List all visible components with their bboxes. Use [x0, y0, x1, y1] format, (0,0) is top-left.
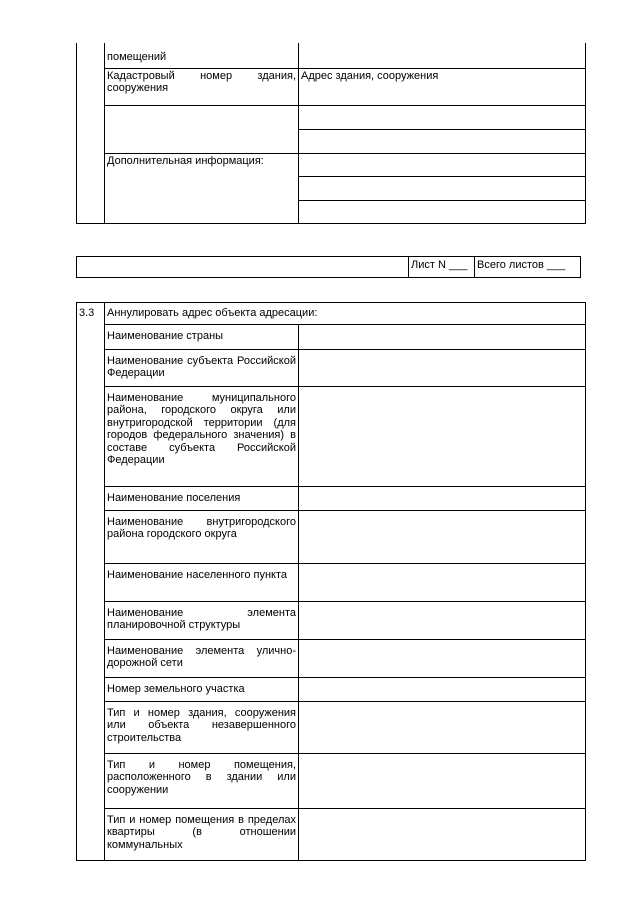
total-sheets: Всего листов ___ [475, 257, 581, 278]
additional-info-label: Дополнительная информация: [105, 153, 299, 223]
section-number: 3.3 [77, 303, 105, 861]
premises-in-building-value[interactable] [299, 754, 586, 809]
section-title: Аннулировать адрес объекта адресации: [105, 303, 586, 325]
country-name-value[interactable] [299, 325, 586, 350]
city-district-label: Наименование внутригородского района городского округа [105, 511, 299, 564]
municipal-district-label: Наименование муниципального района, городского округа или внутригородской территории (для городов федерального значения) в составе субъекта Российской Федерации [105, 387, 299, 487]
locality-name-label: Наименование населенного пункта [105, 564, 299, 602]
planning-structure-label: Наименование элемента планировочной структуры [105, 602, 299, 640]
subject-name-value[interactable] [299, 350, 586, 387]
premises-label: помещений [105, 43, 299, 68]
annul-address-table [76, 302, 586, 861]
premises-in-apartment-value[interactable] [299, 809, 586, 861]
subject-name-label: Наименование субъекта Российской Федерации [105, 350, 299, 387]
street-network-value[interactable] [299, 640, 586, 678]
sheet-number-bar [76, 256, 581, 278]
street-network-label: Наименование элемента улично-дорожной сети [105, 640, 299, 678]
additional-info-value-3[interactable] [299, 200, 586, 223]
section-number-cell [77, 43, 105, 223]
building-type-number-label: Тип и номер здания, сооружения или объекта незавершенного строительства [105, 702, 299, 754]
city-district-value[interactable] [299, 511, 586, 564]
cadastral-number-value[interactable] [105, 105, 299, 153]
building-type-number-value[interactable] [299, 702, 586, 754]
cadastral-number-label: Кадастровый номер здания, сооружения [105, 68, 299, 105]
building-address-value-1[interactable] [299, 105, 586, 129]
premises-in-apartment-label: Тип и номер помещения в пределах квартиры (в отношении коммунальных [105, 809, 299, 861]
locality-name-value[interactable] [299, 564, 586, 602]
settlement-name-label: Наименование поселения [105, 487, 299, 511]
building-address-value-2[interactable] [299, 129, 586, 153]
land-plot-number-value[interactable] [299, 678, 586, 702]
settlement-name-value[interactable] [299, 487, 586, 511]
address-info-table [76, 43, 586, 224]
land-plot-number-label: Номер земельного участка [105, 678, 299, 702]
additional-info-value-1[interactable] [299, 153, 586, 176]
premises-value-cell[interactable] [299, 43, 586, 68]
premises-in-building-label: Тип и номер помещения, расположенного в здании или сооружении [105, 754, 299, 809]
municipal-district-value[interactable] [299, 387, 586, 487]
sheet-bar-blank [77, 257, 409, 278]
additional-info-value-2[interactable] [299, 176, 586, 200]
sheet-number: Лист N ___ [409, 257, 475, 278]
country-name-label: Наименование страны [105, 325, 299, 350]
building-address-label: Адрес здания, сооружения [299, 68, 586, 105]
planning-structure-value[interactable] [299, 602, 586, 640]
